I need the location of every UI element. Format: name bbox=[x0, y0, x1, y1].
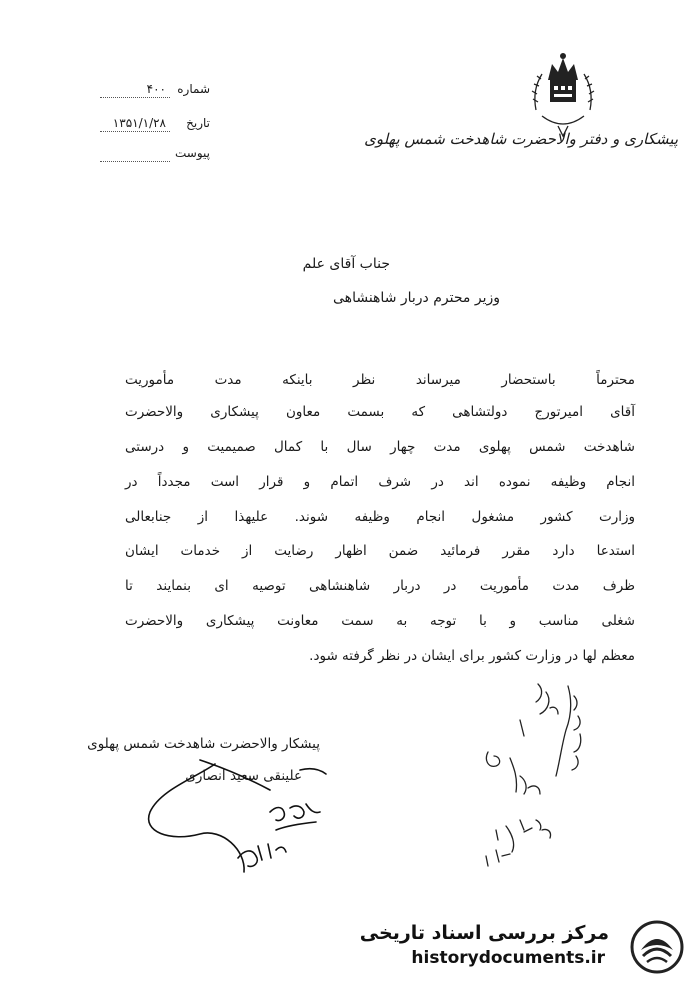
body-line-7: ظرف مدت مأموریت در دربار شاهنشاهی توصیه ای بنمایند تا bbox=[125, 578, 635, 594]
watermark-logo-icon bbox=[629, 920, 685, 974]
margin-note-handwriting bbox=[480, 680, 600, 890]
recipient-title: وزیر محترم دربار شاهنشاهی bbox=[333, 290, 500, 306]
body-line-2: آقای امیرتورج دولتشاهی که بسمت معاون پیشکاری والاحضرت bbox=[125, 404, 635, 420]
body-line-4: انجام وظیفه نموده اند در شرف اتمام و قرار است مجدداً در bbox=[125, 474, 635, 490]
date-label: تاریخ bbox=[186, 116, 210, 130]
office-name: پیشکاری و دفتر والاحضرت شاهدخت شمس پهلوی bbox=[364, 130, 678, 148]
recipient-salutation: جناب آقای علم bbox=[302, 256, 390, 272]
signatory-title: پیشکار والاحضرت شاهدخت شمس پهلوی bbox=[87, 736, 320, 752]
watermark-title: مرکز بررسی اسناد تاریخی bbox=[359, 922, 609, 944]
body-line-6: استدعا دارد مقرر فرمائید ضمن اظهار رضایت از خدمات ایشان bbox=[125, 543, 635, 559]
watermark-site: historydocuments.ir bbox=[411, 948, 605, 968]
watermark bbox=[359, 918, 687, 976]
body-line-1: محترماً باستحضار میرساند نظر باینکه مدت مأموریت bbox=[125, 372, 635, 388]
body-line-3: شاهدخت شمس پهلوی مدت چهار سال با کمال صمیمیت و درستی bbox=[125, 439, 635, 455]
date-value: ۱۳۵۱/۱/۲۸ bbox=[112, 116, 166, 130]
body-line-9: معظم لها در وزارت کشور برای ایشان در نظر گرفته شود. bbox=[309, 648, 635, 664]
signatory-name: علینقی سعید انصاری bbox=[185, 768, 302, 784]
number-value: ۴۰۰ bbox=[146, 82, 166, 96]
body-line-8: شغلی مناسب و با توجه به سمت معاونت پیشکاری والاحضرت bbox=[125, 613, 635, 629]
body-line-5: وزارت کشور مشغول انجام وظیفه شوند. علیهذا از جنابعالی bbox=[125, 509, 635, 525]
number-label: شماره bbox=[177, 82, 210, 96]
attachment-label: پیوست bbox=[175, 146, 210, 160]
